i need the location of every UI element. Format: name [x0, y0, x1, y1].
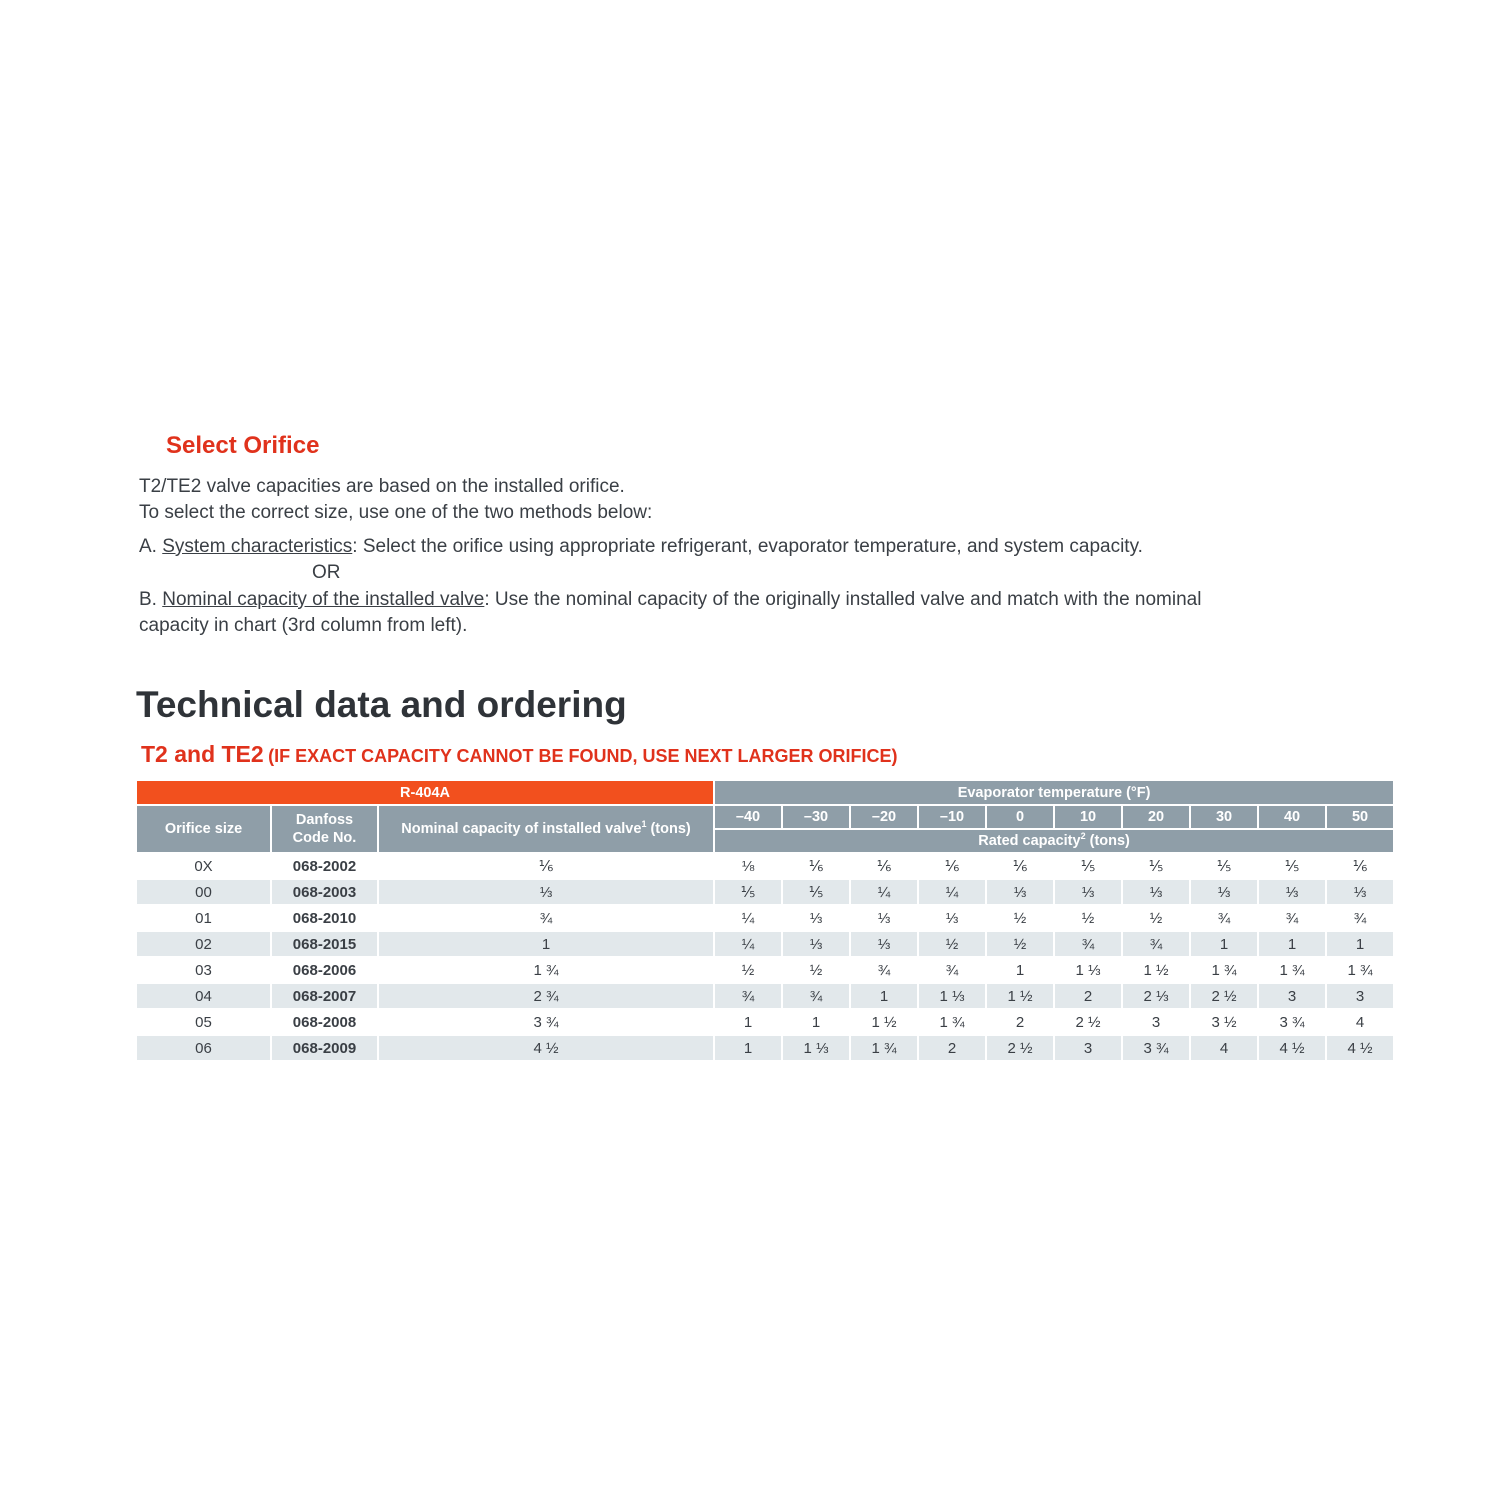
evaporator-temperature-header: Evaporator temperature (°F)	[715, 781, 1393, 804]
rated-capacity-cell: 1	[1259, 932, 1325, 956]
method-b	[139, 587, 1201, 613]
table-subtitle	[141, 741, 898, 768]
rated-capacity-cell: ⅕	[1216, 858, 1232, 875]
nominal-capacity-cell: 3 ¾	[533, 1013, 559, 1031]
table-row	[137, 932, 1393, 956]
code-number-cell: 068-2010	[292, 909, 357, 927]
method-a	[139, 534, 1143, 560]
rated-capacity-cell: ⅓	[1259, 880, 1325, 904]
rated-capacity-cell: 3	[1259, 984, 1325, 1008]
code-number-cell: 068-2003	[272, 880, 377, 904]
rated-capacity-cell: ⅙	[876, 858, 892, 875]
rated-capacity-cell: 1 ⅓	[919, 984, 985, 1008]
footnote-1-mark: 1	[641, 819, 647, 830]
nominal-capacity-cell: ¾	[539, 909, 553, 927]
rated-capacity-cell: ⅓	[809, 909, 823, 927]
subtitle-note: (IF EXACT CAPACITY CANNOT BE FOUND, USE NEXT LARGER ORIFICE)	[268, 746, 898, 766]
nominal-capacity-cell: 1	[379, 932, 713, 956]
nominal-capacity-cell: 1 ¾	[533, 961, 559, 979]
code-header	[272, 806, 377, 852]
rated-capacity-cell: 2 ½	[1075, 1013, 1101, 1031]
orifice-size-cell: 01	[195, 909, 212, 927]
rated-capacity-cell: ¾	[945, 961, 959, 979]
rated-capacity-cell: 1	[851, 984, 917, 1008]
temp-header: –10	[919, 806, 985, 828]
rated-capacity-cell: ⅓	[783, 932, 849, 956]
rated-capacity-cell: ⅙	[944, 858, 960, 875]
temp-header: 50	[1327, 806, 1393, 828]
rated-capacity-cell: ⅓	[945, 909, 959, 927]
rated-capacity-header	[715, 830, 1393, 852]
rated-capacity-cell: ½	[741, 961, 755, 979]
rated-capacity-cell: 4 ½	[1327, 1036, 1393, 1060]
code-number-cell: 068-2007	[272, 984, 377, 1008]
rated-capacity-cell: 1	[1015, 961, 1025, 979]
rated-capacity-cell: 3	[1151, 1013, 1161, 1031]
rated-capacity-cell: ⅕	[1148, 858, 1164, 875]
orifice-size-cell: 0X	[194, 857, 213, 875]
code-number-cell: 068-2006	[292, 961, 357, 979]
orifice-size-cell: 03	[195, 961, 212, 979]
rated-capacity-cell: ¼	[851, 880, 917, 904]
rated-capacity-cell: ⅕	[1080, 858, 1096, 875]
rated-capacity-cell: ¾	[1353, 909, 1367, 927]
rated-capacity-cell: ⅓	[877, 909, 891, 927]
rated-capacity-cell: ⅓	[1191, 880, 1257, 904]
rated-capacity-cell: 4	[1191, 1036, 1257, 1060]
method-a-text: : Select the orifice using appropriate refrigerant, evaporator temperature, and system capacity.	[352, 536, 1143, 557]
rated-capacity-cell: 3	[1327, 984, 1393, 1008]
rated-capacity-cell: ⅓	[851, 932, 917, 956]
rated-capacity-cell: 1 ¾	[1211, 961, 1237, 979]
rated-capacity-cell: ¾	[715, 984, 781, 1008]
rated-capacity-cell: 1	[715, 1036, 781, 1060]
rated-capacity-cell: 3	[1055, 1036, 1121, 1060]
table-row	[137, 906, 1393, 930]
rated-capacity-cell: ⅕	[783, 880, 849, 904]
rated-capacity-cell: ⅛	[741, 857, 755, 875]
rated-capacity-cell: ½	[987, 932, 1053, 956]
rated-capacity-cell: ½	[809, 961, 823, 979]
rated-capacity-cell: 2	[1015, 1013, 1025, 1031]
table-row	[137, 1036, 1393, 1060]
rated-capacity-label: Rated capacity	[978, 833, 1081, 849]
rated-capacity-cell: 2	[919, 1036, 985, 1060]
rated-capacity-cell: ⅙	[1012, 858, 1028, 875]
nominal-capacity-label: Nominal capacity of installed valve	[401, 821, 642, 837]
code-header-line2: Code No.	[292, 830, 357, 846]
orifice-size-cell: 00	[137, 880, 270, 904]
nominal-capacity-cell: 4 ½	[379, 1036, 713, 1060]
or-text: OR	[312, 562, 341, 583]
rated-capacity-cell: 2	[1055, 984, 1121, 1008]
orifice-size-cell: 05	[195, 1013, 212, 1031]
rated-capacity-cell: 3 ¾	[1123, 1036, 1189, 1060]
rated-capacity-cell: ⅓	[987, 880, 1053, 904]
rated-capacity-cell: 2 ½	[987, 1036, 1053, 1060]
rated-capacity-cell: 1 ¾	[851, 1036, 917, 1060]
rated-capacity-cell: ¼	[741, 909, 755, 927]
temp-header: 20	[1123, 806, 1189, 828]
rated-capacity-cell: 4 ½	[1259, 1036, 1325, 1060]
temp-header: 40	[1259, 806, 1325, 828]
rated-capacity-cell: 3 ¾	[1279, 1013, 1305, 1031]
temp-header: 30	[1191, 806, 1257, 828]
rated-capacity-cell: ⅓	[1055, 880, 1121, 904]
rated-capacity-cell: 4	[1355, 1013, 1365, 1031]
rated-capacity-cell: ¼	[919, 880, 985, 904]
temp-header: –30	[783, 806, 849, 828]
rated-capacity-cell: ⅙	[808, 858, 824, 875]
rated-capacity-cell: ¼	[715, 932, 781, 956]
rated-capacity-cell: 2 ⅓	[1123, 984, 1189, 1008]
rated-capacity-cell: 2 ½	[1191, 984, 1257, 1008]
rated-capacity-cell: ½	[1149, 909, 1163, 927]
rated-capacity-cell: ⅓	[1327, 880, 1393, 904]
subtitle-main: T2 and TE2	[141, 741, 264, 767]
method-b-continued: capacity in chart (3rd column from left).	[139, 615, 468, 636]
rated-capacity-cell: 1 ⅓	[783, 1036, 849, 1060]
nominal-capacity-cell: 2 ¾	[379, 984, 713, 1008]
select-orifice-title: Select Orifice	[166, 432, 320, 459]
orifice-size-cell: 02	[137, 932, 270, 956]
rated-capacity-cell: ⅕	[715, 880, 781, 904]
rated-capacity-cell: 1 ½	[1143, 961, 1169, 979]
method-a-prefix: A.	[139, 536, 163, 557]
table-row	[137, 854, 1393, 878]
temp-header: 0	[987, 806, 1053, 828]
nominal-capacity-cell: ⅓	[379, 880, 713, 904]
rated-capacity-cell: ⅕	[1284, 858, 1300, 875]
orifice-size-cell: 06	[137, 1036, 270, 1060]
rated-capacity-cell: 1	[743, 1013, 753, 1031]
code-number-cell: 068-2009	[272, 1036, 377, 1060]
table-body	[137, 854, 1393, 1060]
rated-capacity-cell: 1 ½	[987, 984, 1053, 1008]
rated-capacity-cell: 1	[1191, 932, 1257, 956]
temp-header: –20	[851, 806, 917, 828]
orifice-data-table	[135, 779, 1395, 1062]
orifice-size-header: Orifice size	[137, 806, 270, 852]
code-number-cell: 068-2015	[272, 932, 377, 956]
table-row	[137, 880, 1393, 904]
refrigerant-header: R-404A	[137, 781, 713, 804]
rated-capacity-cell: 1 ¾	[1279, 961, 1305, 979]
rated-capacity-cell: ½	[919, 932, 985, 956]
table-row	[137, 958, 1393, 982]
rated-capacity-cell: ¾	[1285, 909, 1299, 927]
table-row	[137, 1010, 1393, 1034]
rated-capacity-cell: ⅙	[1352, 858, 1368, 875]
rated-capacity-cell: ¾	[877, 961, 891, 979]
rated-capacity-cell: ¾	[783, 984, 849, 1008]
table-row	[137, 984, 1393, 1008]
intro-line-2: To select the correct size, use one of the two methods below:	[139, 502, 653, 523]
method-b-link: Nominal capacity of the installed valve	[162, 589, 485, 610]
temp-header: –40	[715, 806, 781, 828]
nominal-capacity-cell: ⅙	[538, 858, 554, 875]
code-number-cell: 068-2002	[292, 857, 357, 875]
method-b-prefix: B.	[139, 589, 163, 610]
intro-line-1: T2/TE2 valve capacities are based on the installed orifice.	[139, 476, 625, 497]
rated-capacity-cell: ⅓	[1123, 880, 1189, 904]
nominal-capacity-unit: (tons)	[646, 821, 691, 837]
rated-capacity-cell: ½	[1081, 909, 1095, 927]
rated-capacity-cell: 1 ¾	[1347, 961, 1373, 979]
rated-capacity-cell: 1	[811, 1013, 821, 1031]
rated-capacity-cell: 1	[1327, 932, 1393, 956]
temp-header: 10	[1055, 806, 1121, 828]
rated-capacity-cell: 1 ¾	[939, 1013, 965, 1031]
method-a-link: System characteristics	[162, 536, 353, 557]
rated-capacity-cell: 1 ½	[871, 1013, 897, 1031]
orifice-size-cell: 04	[137, 984, 270, 1008]
rated-capacity-cell: ½	[1013, 909, 1027, 927]
rated-capacity-cell: 3 ½	[1211, 1013, 1237, 1031]
rated-capacity-cell: ¾	[1055, 932, 1121, 956]
nominal-capacity-header	[379, 806, 713, 852]
rated-capacity-cell: 1 ⅓	[1075, 961, 1101, 979]
method-b-text: : Use the nominal capacity of the originally installed valve and match with the nominal	[484, 589, 1202, 610]
rated-capacity-cell: ¾	[1217, 909, 1231, 927]
code-header-line1: Danfoss	[295, 812, 354, 828]
technical-data-title: Technical data and ordering	[136, 684, 627, 725]
rated-capacity-cell: ¾	[1123, 932, 1189, 956]
rated-capacity-unit: (tons)	[1085, 833, 1130, 849]
footnote-2-mark: 2	[1080, 831, 1086, 842]
code-number-cell: 068-2008	[292, 1013, 357, 1031]
